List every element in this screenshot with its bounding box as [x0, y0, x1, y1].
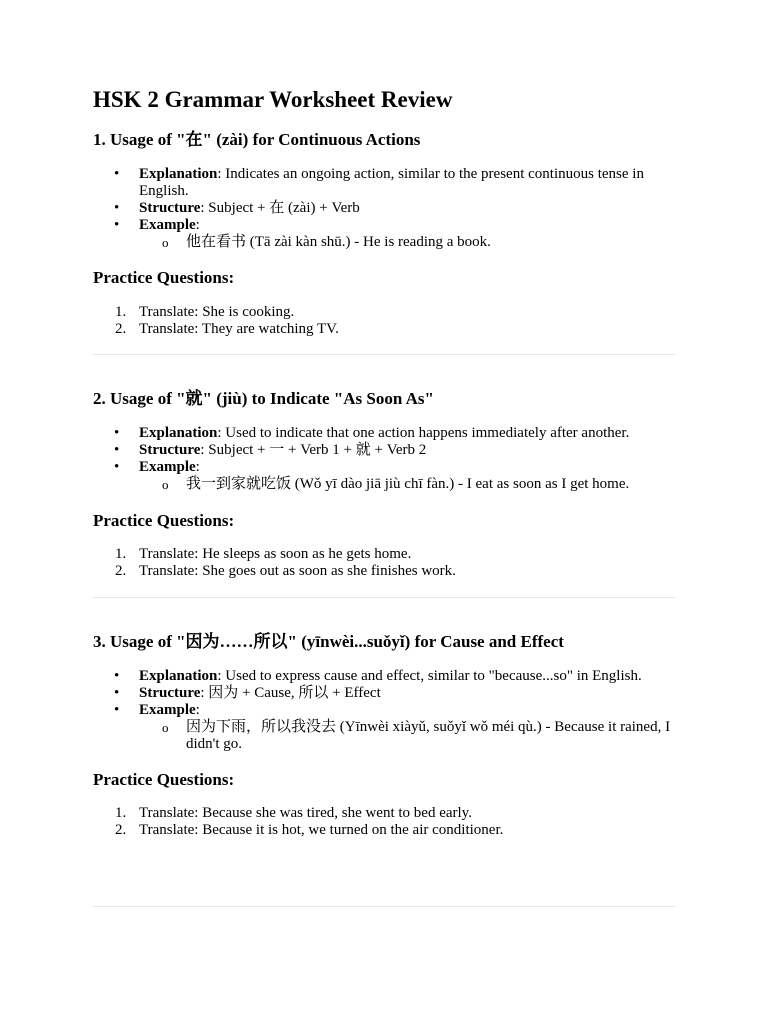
section-title: 3. Usage of "因为……所以" (yīnwèi...suǒyǐ) for Cause and Effect — [93, 632, 564, 651]
section-divider — [93, 597, 675, 598]
explanation-label: Explanation — [139, 166, 218, 182]
practice-question — [93, 304, 675, 321]
example-sublist — [139, 234, 675, 251]
practice-question — [93, 822, 675, 839]
question-number: 2. — [115, 563, 127, 579]
example-colon: : — [195, 217, 200, 233]
question-text: Translate: She is cooking. — [139, 304, 295, 320]
question-number: 1. — [115, 304, 127, 320]
question-number: 1. — [115, 546, 127, 562]
section-divider — [93, 354, 675, 355]
structure-label: Structure — [139, 442, 201, 458]
explanation-text: : Used to indicate that one action happens immediately after another. — [217, 425, 630, 441]
explanation-item — [93, 668, 675, 685]
question-text: Translate: They are watching TV. — [139, 321, 339, 337]
example-sentence: o 他在看书 (Tā zài kàn shū.) - He is reading a book. — [139, 234, 675, 251]
grammar-points-list — [93, 166, 675, 251]
example-item — [93, 702, 675, 753]
section-title: 1. Usage of "在" (zài) for Continuous Actions — [93, 130, 421, 149]
example-item — [93, 217, 675, 251]
structure-item — [93, 685, 675, 702]
section-divider — [93, 906, 675, 907]
question-number: 1. — [115, 805, 127, 821]
page-title: HSK 2 Grammar Worksheet Review — [93, 87, 453, 112]
practice-title: Practice Questions: — [93, 511, 235, 530]
example-label: Example — [139, 217, 196, 233]
structure-text: : Subject + 在 (zài) + Verb — [200, 200, 360, 216]
structure-item — [93, 200, 675, 217]
explanation-text: : Used to express cause and effect, similar to "because...so" in English. — [217, 668, 642, 684]
question-number: 2. — [115, 321, 127, 337]
question-number: 2. — [115, 822, 127, 838]
section-title: 2. Usage of "就" (jiù) to Indicate "As Soon As" — [93, 389, 434, 408]
grammar-points-list — [93, 668, 675, 753]
practice-question — [93, 546, 675, 563]
practice-question — [93, 805, 675, 822]
question-text: Translate: She goes out as soon as she finishes work. — [139, 563, 456, 579]
explanation-label: Explanation — [139, 668, 218, 684]
section-as-soon-as — [93, 389, 675, 579]
grammar-points-list — [93, 425, 675, 493]
explanation-item — [93, 166, 675, 200]
section-continuous-actions — [93, 130, 675, 337]
explanation-text: : Indicates an ongoing action, similar to the present continuous tense in English. — [139, 166, 644, 199]
example-colon: : — [195, 459, 200, 475]
explanation-label: Explanation — [139, 425, 218, 441]
practice-title: Practice Questions: — [93, 268, 235, 287]
example-sentence: o 我一到家就吃饭 (Wǒ yī dào jiā jiù chī fàn.) - I eat as soon as I get home. — [139, 476, 675, 493]
explanation-item — [93, 425, 675, 442]
question-text: Translate: Because she was tired, she went to bed early. — [139, 805, 472, 821]
practice-question — [93, 563, 675, 580]
example-label: Example — [139, 702, 196, 718]
example-sublist — [139, 476, 675, 493]
practice-question — [93, 321, 675, 338]
structure-text: : 因为 + Cause, 所以 + Effect — [200, 685, 381, 701]
structure-item — [93, 442, 675, 459]
practice-questions-list — [93, 304, 675, 338]
example-sublist — [139, 719, 675, 753]
structure-text: : Subject + 一 + Verb 1 + 就 + Verb 2 — [200, 442, 427, 458]
practice-questions-list — [93, 805, 675, 839]
example-label: Example — [139, 459, 196, 475]
section-cause-effect — [93, 632, 675, 838]
example-sentence: o 因为下雨，所以我没去 (Yīnwèi xiàyǔ, suǒyǐ wǒ méi qù.) - Because it rained, I didn't go. — [139, 719, 675, 753]
practice-title: Practice Questions: — [93, 770, 235, 789]
practice-questions-list — [93, 546, 675, 580]
structure-label: Structure — [139, 685, 201, 701]
example-item — [93, 459, 675, 493]
example-colon: : — [195, 702, 200, 718]
question-text: Translate: Because it is hot, we turned on the air conditioner. — [139, 822, 504, 838]
structure-label: Structure — [139, 200, 201, 216]
question-text: Translate: He sleeps as soon as he gets home. — [139, 546, 412, 562]
